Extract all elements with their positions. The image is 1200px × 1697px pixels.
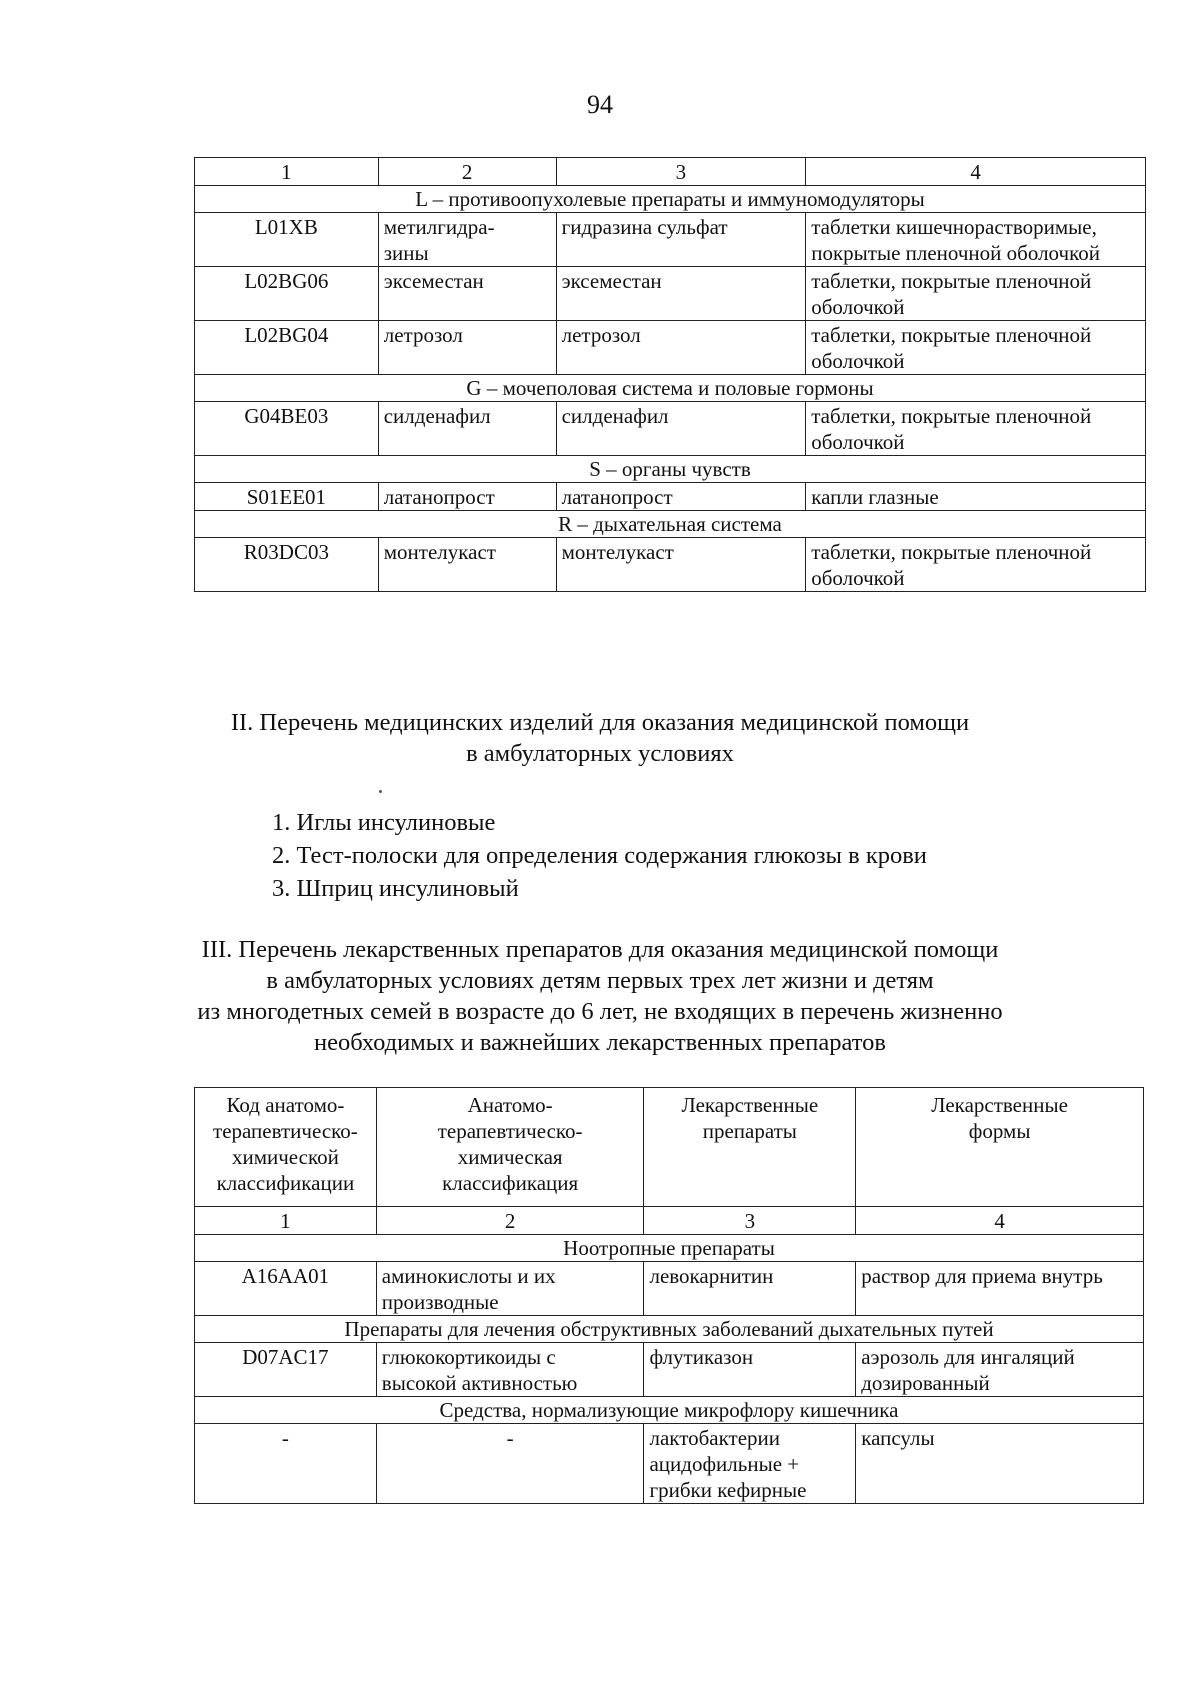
col-number: 2: [378, 158, 556, 186]
table-row: [195, 267, 1146, 321]
drug-name: монтелукаст: [556, 538, 806, 592]
table-row: [195, 321, 1146, 375]
heading-line: II. Перечень медицинских изделий для оказания медицинской помощи: [230, 709, 970, 736]
section-row: [195, 1235, 1144, 1262]
atc-code: D07AC17: [195, 1343, 377, 1397]
atc-class: летрозол: [378, 321, 556, 375]
heading-line: необходимых и важнейших лекарственных препаратов: [314, 1029, 886, 1056]
column-number-row: [195, 158, 1146, 186]
column-header: Лекарственные препараты: [644, 1088, 856, 1207]
atc-class: метилгидра-зины: [378, 213, 556, 267]
col-number: 1: [195, 1207, 377, 1235]
column-header: Лекарственные формы: [856, 1088, 1144, 1207]
heading-line: из многодетных семей в возрасте до 6 лет, не входящих в перечень жизненно: [197, 998, 1003, 1025]
atc-class: глюкокортикоиды с высокой активностью: [376, 1343, 644, 1397]
drug-name: латанопрост: [556, 483, 806, 511]
table-row: [195, 213, 1146, 267]
section-title: Препараты для лечения обструктивных заболеваний дыхательных путей: [195, 1316, 1144, 1343]
drug-name: гидразина сульфат: [556, 213, 806, 267]
drug-name: силденафил: [556, 402, 806, 456]
drug-name: лактобактерии ацидофильные + грибки кефирные: [644, 1424, 856, 1504]
dosage-form: таблетки кишечнорастворимые, покрытые пленочной оболочкой: [806, 213, 1146, 267]
atc-code: R03DC03: [195, 538, 379, 592]
col-number: 4: [806, 158, 1146, 186]
table-row: [195, 1424, 1144, 1504]
table-row: [195, 483, 1146, 511]
atc-code: L02BG06: [195, 267, 379, 321]
dosage-form: таблетки, покрытые пленочной оболочкой: [806, 321, 1146, 375]
dosage-form: капли глазные: [806, 483, 1146, 511]
table-row: [195, 1262, 1144, 1316]
dosage-form: таблетки, покрытые пленочной оболочкой: [806, 402, 1146, 456]
col-number: 3: [644, 1207, 856, 1235]
col-number: 1: [195, 158, 379, 186]
section-row: [195, 456, 1146, 483]
section-row: [195, 511, 1146, 538]
list-item: 2. Тест-полоски для определения содержания глюкозы в крови: [272, 842, 927, 869]
heading-line: III. Перечень лекарственных препаратов для оказания медицинской помощи: [201, 936, 999, 963]
drug-table-2: [194, 1087, 1144, 1504]
atc-class: силденафил: [378, 402, 556, 456]
atc-code: L02BG04: [195, 321, 379, 375]
heading-line: в амбулаторных условиях детям первых трех лет жизни и детям: [266, 967, 934, 994]
table-row: [195, 1343, 1144, 1397]
section-3-heading: [0, 934, 1200, 1058]
dosage-form: таблетки, покрытые пленочной оболочкой: [806, 267, 1146, 321]
atc-code: A16AA01: [195, 1262, 377, 1316]
drug-name: левокарнитин: [644, 1262, 856, 1316]
col-number: 3: [556, 158, 806, 186]
section-title: L – противоопухолевые препараты и иммуномодуляторы: [195, 186, 1146, 213]
section-row: [195, 1316, 1144, 1343]
table-row: [195, 402, 1146, 456]
atc-code: L01XB: [195, 213, 379, 267]
atc-class: латанопрост: [378, 483, 556, 511]
section-title: G – мочеполовая система и половые гормоны: [195, 375, 1146, 402]
scan-dot: [379, 790, 382, 793]
dosage-form: раствор для приема внутрь: [856, 1262, 1144, 1316]
section-title: Средства, нормализующие микрофлору кишечника: [195, 1397, 1144, 1424]
list-item: 1. Иглы инсулиновые: [272, 809, 496, 836]
table-row: [195, 538, 1146, 592]
page-number: 94: [587, 90, 613, 119]
dosage-form: капсулы: [856, 1424, 1144, 1504]
atc-code: -: [195, 1424, 377, 1504]
medical-devices-list: [272, 806, 927, 905]
header-row: [195, 1088, 1144, 1207]
atc-class: -: [376, 1424, 644, 1504]
section-2-heading: [0, 707, 1200, 769]
atc-class: аминокислоты и их производные: [376, 1262, 644, 1316]
drug-table-1: [194, 157, 1146, 592]
column-header: Код анатомо-терапевтическо-химической классификации: [195, 1088, 377, 1207]
drug-name: эксеместан: [556, 267, 806, 321]
column-number-row: [195, 1207, 1144, 1235]
col-number: 2: [376, 1207, 644, 1235]
column-header: Анатомо-терапевтическо-химическая классификация: [376, 1088, 644, 1207]
dosage-form: таблетки, покрытые пленочной оболочкой: [806, 538, 1146, 592]
section-row: [195, 186, 1146, 213]
section-title: S – органы чувств: [195, 456, 1146, 483]
atc-class: монтелукаст: [378, 538, 556, 592]
section-row: [195, 1397, 1144, 1424]
dosage-form: аэрозоль для ингаляций дозированный: [856, 1343, 1144, 1397]
col-number: 4: [856, 1207, 1144, 1235]
list-item: 3. Шприц инсулиновый: [272, 875, 519, 902]
section-title: Ноотропные препараты: [195, 1235, 1144, 1262]
atc-code: G04BE03: [195, 402, 379, 456]
atc-class: эксеместан: [378, 267, 556, 321]
heading-line: в амбулаторных условиях: [466, 740, 734, 767]
drug-name: летрозол: [556, 321, 806, 375]
atc-code: S01EE01: [195, 483, 379, 511]
section-title: R – дыхательная система: [195, 511, 1146, 538]
drug-name: флутиказон: [644, 1343, 856, 1397]
section-row: [195, 375, 1146, 402]
